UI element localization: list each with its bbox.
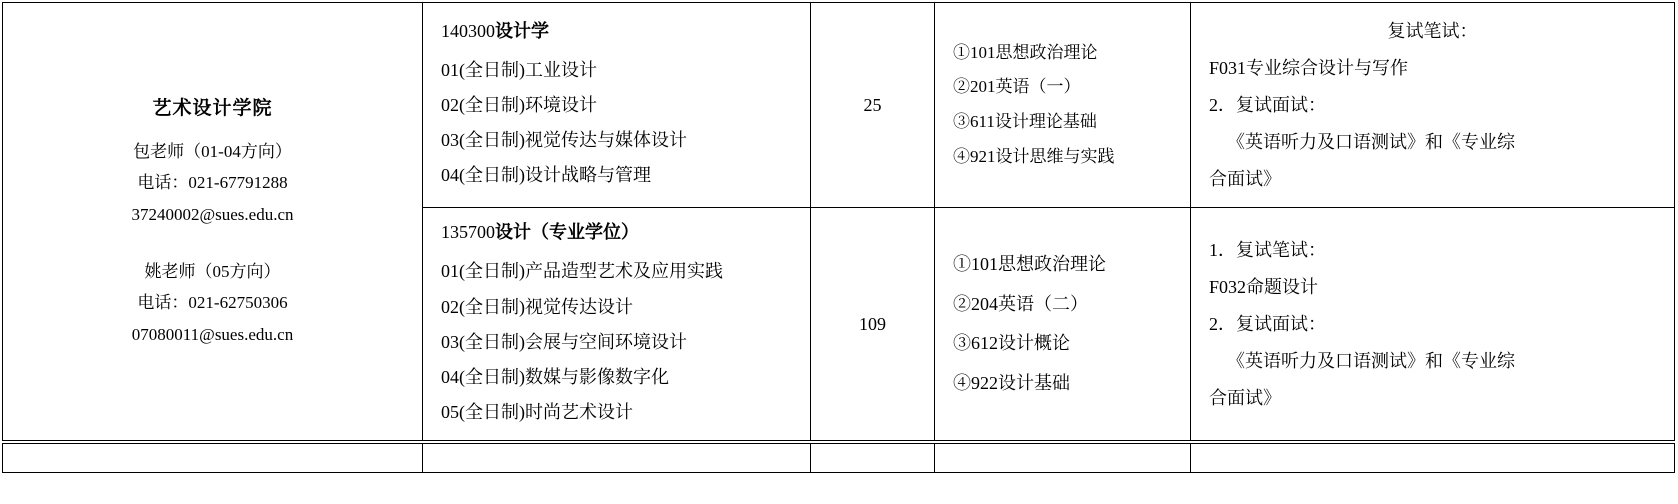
list-item: 01(全日制)工业设计 (441, 60, 597, 81)
list-item: ④921设计思维与实践 (953, 147, 1115, 167)
major-cell (423, 208, 811, 440)
department-name: 艺术设计学院 (152, 97, 273, 119)
contact-teacher: 姚老师（05方向） (144, 261, 281, 281)
list-item: 04(全日制)数媒与影像数字化 (441, 366, 669, 387)
list-item: ③612设计概论 (953, 333, 1070, 354)
contact-phone: 电话：021-67791288 (137, 173, 288, 193)
list-item: ②201英语（一） (953, 77, 1081, 97)
list-item: 02(全日制)视觉传达设计 (441, 296, 633, 317)
retest-cell (1191, 443, 1675, 472)
table-row (3, 3, 1675, 208)
retest-line: F032命题设计 (1209, 276, 1319, 297)
document-page (0, 2, 1678, 504)
contact-email: 07080011@sues.edu.cn (131, 324, 294, 344)
major-code: 135700 (441, 222, 495, 243)
retest-line: 合面试》 (1209, 387, 1281, 408)
contact-block-2 (13, 256, 412, 350)
table-row (3, 443, 1675, 472)
retest-line: F031专业综合设计与写作 (1209, 57, 1409, 78)
major-title (441, 17, 810, 43)
next-row-partial (2, 443, 1675, 473)
list-item: 04(全日制)设计战略与管理 (441, 165, 651, 186)
retest-cell (1191, 208, 1675, 440)
contact-teacher: 包老师（01-04方向） (133, 141, 292, 161)
retest-line: 2．复试面试： (1209, 313, 1326, 334)
major-code: 140300 (441, 21, 495, 42)
retest-line: 2．复试面试： (1209, 94, 1326, 115)
retest-cell (1191, 3, 1675, 208)
exam-subjects-cell (935, 3, 1191, 208)
list-item: 02(全日制)环境设计 (441, 95, 597, 116)
exam-subject-list (953, 245, 1176, 403)
exam-subject-list (953, 36, 1176, 175)
contact-phone: 电话：021-62750306 (137, 293, 288, 313)
major-cell (423, 3, 811, 208)
major-cell (423, 443, 811, 472)
major-name: 设计学 (495, 21, 549, 42)
enrollment-cell (811, 443, 935, 472)
direction-list (441, 254, 810, 429)
department-cell (3, 3, 423, 441)
major-name: 设计（专业学位） (495, 222, 639, 243)
enrollment-count: 109 (859, 313, 886, 334)
contact-email: 37240002@sues.edu.cn (131, 204, 294, 224)
exam-subjects-cell (935, 443, 1191, 472)
list-item: ①101思想政治理论 (953, 254, 1106, 274)
list-item: ④922设计基础 (953, 372, 1070, 393)
retest-line: 《英语听力及口语测试》和《专业综 (1227, 131, 1515, 152)
direction-list (441, 53, 810, 193)
admissions-table (2, 2, 1675, 441)
list-item: ②204英语（二） (953, 293, 1088, 314)
list-item: 01(全日制)产品造型艺术及应用实践 (441, 261, 723, 282)
exam-subjects-cell (935, 208, 1191, 440)
list-item: ③611设计理论基础 (953, 112, 1097, 132)
contact-spacer (13, 230, 412, 256)
retest-line: 合面试》 (1209, 168, 1281, 189)
list-item: 05(全日制)时尚艺术设计 (441, 401, 633, 422)
retest-line: 复试笔试： (1387, 21, 1478, 41)
retest-line: 1．复试笔试： (1209, 239, 1326, 260)
list-item: 03(全日制)视觉传达与媒体设计 (441, 130, 687, 151)
major-title (441, 218, 810, 244)
department-cell (3, 443, 423, 472)
enrollment-cell (811, 208, 935, 440)
list-item: 03(全日制)会展与空间环境设计 (441, 331, 687, 352)
contact-block-1 (13, 136, 412, 230)
enrollment-count: 25 (863, 94, 882, 115)
retest-line: 《英语听力及口语测试》和《专业综 (1227, 350, 1515, 371)
list-item: ①101思想政治理论 (953, 42, 1098, 62)
enrollment-cell (811, 3, 935, 208)
